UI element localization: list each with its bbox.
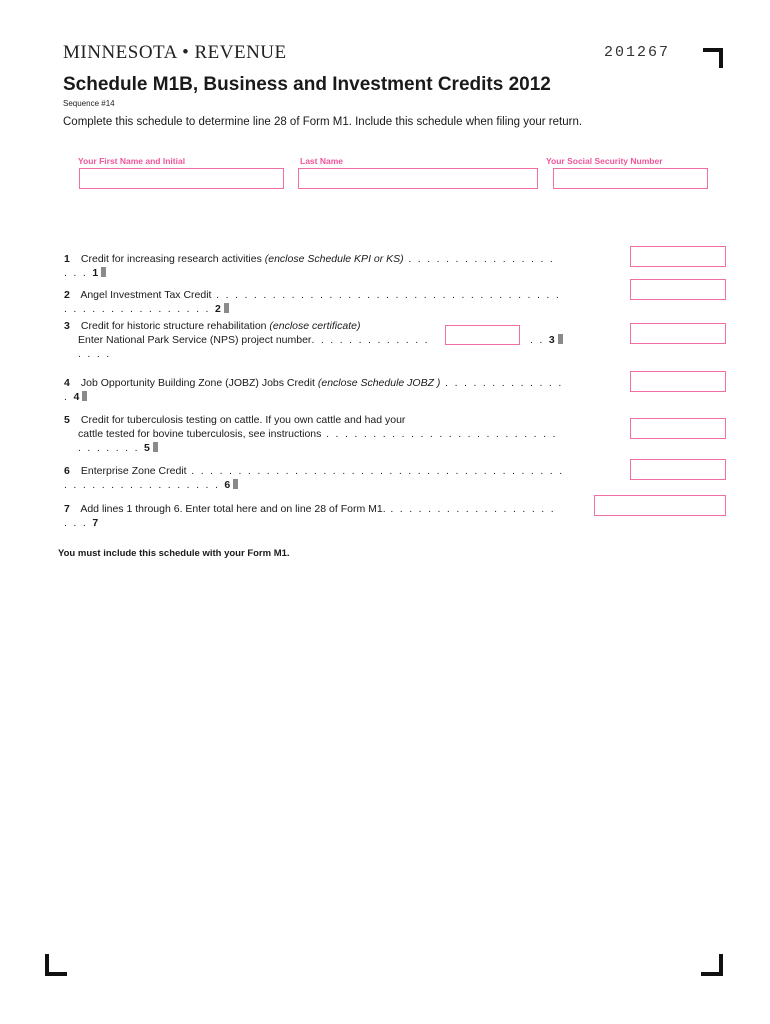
line-end-number: 1	[92, 267, 99, 279]
line-number: 1	[64, 253, 70, 265]
line-7-total-field[interactable]	[594, 495, 726, 516]
dot-leader: . . . . . . . . . . . . . . . . .	[78, 334, 430, 360]
dot-leader: . .	[530, 334, 549, 346]
line-text: Credit for tuberculosis testing on cattle. If you own cattle and had your	[80, 414, 406, 426]
line-3-end	[530, 333, 563, 347]
line-text: Job Opportunity Building Zone (JOBZ) Jobs Credit	[80, 377, 318, 389]
marker-icon	[101, 267, 106, 277]
line-text: Credit for increasing research activities	[80, 253, 265, 265]
marker-icon	[82, 391, 87, 401]
line-text: Enter National Park Service (NPS) project number	[78, 334, 312, 346]
line-2-amount-field[interactable]	[630, 279, 726, 300]
marker-icon	[224, 303, 229, 313]
line-2	[64, 288, 564, 316]
first-name-field[interactable]	[79, 168, 284, 189]
line-number: 4	[64, 377, 70, 389]
marker-icon	[558, 334, 563, 344]
line-text: Angel Investment Tax Credit	[80, 289, 212, 301]
dot-leader: . . . . . . . . . . . . . . . . . . . . . . . . . . . . . . . .	[78, 428, 558, 454]
line-note: (enclose Schedule KPI or KS)	[264, 253, 404, 265]
line-6	[64, 464, 564, 492]
nps-project-number-field[interactable]	[445, 325, 520, 345]
line-text: Add lines 1 through 6. Enter total here and on line 28 of Form M1.	[80, 503, 386, 515]
ssn-field[interactable]	[553, 168, 708, 189]
page-title: Schedule M1B, Business and Investment Credits 2012	[63, 74, 551, 95]
line-end-number: 4	[73, 391, 80, 403]
line-5-amount-field[interactable]	[630, 418, 726, 439]
sequence-number: Sequence #14	[63, 99, 115, 108]
line-text: cattle tested for bovine tuberculosis, see instructions	[78, 428, 322, 440]
line-3-amount-field[interactable]	[630, 323, 726, 344]
line-end-number: 6	[224, 479, 231, 491]
line-number: 6	[64, 465, 70, 477]
last-name-field[interactable]	[298, 168, 538, 189]
dot-leader: . . . . . . . . . . . . . . . . . . . . . . . . . . . . . . . . . . . . . . . . . . . . . . . . . . . . . . . . .	[64, 465, 564, 491]
line-end-number: 2	[214, 303, 221, 315]
line-number: 2	[64, 289, 70, 301]
dot-leader: . . . . . . . . . . . . . .	[64, 377, 564, 403]
intro-text: Complete this schedule to determine line 28 of Form M1. Include this schedule when filing your return.	[63, 116, 583, 128]
line-1-amount-field[interactable]	[630, 246, 726, 267]
marker-icon	[233, 479, 238, 489]
corner-mark-bottom-left	[45, 954, 67, 976]
line-number: 3	[64, 320, 70, 332]
first-name-label: Your First Name and Initial	[78, 156, 186, 166]
line-number: 7	[64, 503, 70, 515]
agency-name: MINNESOTA • REVENUE	[63, 42, 287, 63]
line-5	[64, 413, 564, 427]
dot-leader: . . . . . . . . . . . . . . . . . . .	[64, 253, 555, 279]
dot-leader: . . . . . . . . . . . . . . . . . . . . .	[64, 503, 556, 529]
line-5-continued	[78, 427, 564, 455]
last-name-label: Last Name	[300, 156, 343, 166]
marker-icon	[153, 442, 158, 452]
dot-leader: . . . . . . . . . . . . . . . . . . . . . . . . . . . . . . . . . . . . . . . . . . . . . . . . . . . . .	[64, 289, 561, 315]
line-text: Credit for historic structure rehabilitation	[80, 320, 270, 332]
line-4	[64, 376, 564, 404]
form-number: 201267	[604, 44, 671, 61]
line-7	[64, 502, 564, 530]
corner-mark-top-right	[703, 48, 723, 68]
line-end-number: 5	[144, 442, 150, 454]
line-6-amount-field[interactable]	[630, 459, 726, 480]
line-end-number: 7	[92, 517, 99, 529]
line-note: (enclose Schedule JOBZ )	[317, 377, 441, 389]
line-note: (enclose certificate)	[269, 320, 361, 332]
footer-note: You must include this schedule with your Form M1.	[58, 548, 290, 559]
corner-mark-bottom-right	[701, 954, 723, 976]
line-number: 5	[64, 414, 70, 426]
line-1	[64, 252, 564, 280]
line-text: Enterprise Zone Credit	[80, 465, 187, 477]
line-3-nps-row	[78, 333, 438, 361]
ssn-label: Your Social Security Number	[546, 156, 663, 166]
line-4-amount-field[interactable]	[630, 371, 726, 392]
line-end-number: 3	[548, 334, 555, 346]
